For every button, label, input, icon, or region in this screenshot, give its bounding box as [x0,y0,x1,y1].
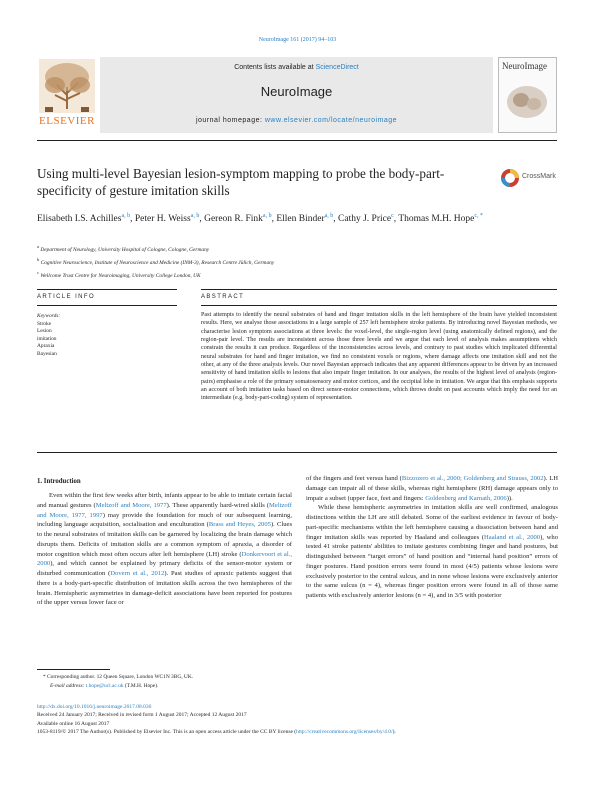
body-text: Even within the first few weeks after birth, infants appear to be able to imitate certain facial and manual gestures ( [37,492,292,509]
crossmark-label: CrossMark [522,173,556,180]
keywords-label: Keywords: [37,313,61,319]
body-text: of the fingers and feet versus hand ( [306,475,402,482]
abstract-bottom-rule [37,452,557,453]
body-text: ). Past studies of apraxic patients suggest that there is a body-part-specific distribution of imitation skills across the two hemispheres of the brain. Hemispheric asymmetries in damage-deficit associations have been reported for postures of the upper versus lower face or [37,570,292,607]
citation-link[interactable]: Meltzoff and Moore, 1977, 1997 [37,501,292,519]
author[interactable]: Elisabeth I.S. Achilles$^{a, b}$, [37,213,135,225]
body-text: While these hemispheric asymmetries in imitation skills are well confirmed, analogous distinctions within the LH are still debated. Some of the earliest evidence in favour of body-part-specific mechanisms within the left hemisphere causing a dissociation between hand and finger imitation skills was reported by Haaland and colleagues ( [306,504,558,541]
elsevier-wordmark: ELSEVIER [39,115,95,127]
journal-title: NeuroImage [260,84,333,99]
abstract-rule [201,289,557,290]
body-text: ). LH damage can impair all of these skills, whereas right hemisphere (RH) damage appears only to impair a subset (upper face, feet and fingers: [306,475,558,502]
keyword: Apraxia [37,343,55,350]
contents-line: Contents lists available at ScienceDirect [234,64,359,71]
doi-link[interactable]: http://dx.doi.org/10.1016/j.neuroimage.2017.08.036 [37,704,152,710]
body-text: ), and which cannot be explained by primary deficits of the sensor-motor system or disturbed communication ( [37,560,292,577]
intro-column-left [37,491,292,608]
intro-column-right [306,474,558,601]
body-paragraph [306,474,558,503]
author[interactable]: Ellen Binder$^{a, b}$, [276,213,339,225]
citation-link[interactable]: Dovern et al., 2012 [110,570,165,577]
footnote [37,673,337,691]
email-link[interactable]: t.hope@ucl.ac.uk [85,682,124,689]
citation-link[interactable]: Goldenberg and Karnath, 2006 [425,494,507,502]
citation-link[interactable]: Donkervoort et al., 2000 [37,550,292,568]
article-title: Using multi-level Bayesian lesion-symptom mapping to probe the body-part-specificity of gesture imitation skills [37,166,445,198]
section-heading-introduction: 1. Introduction [37,478,81,485]
brain-image-icon [499,78,556,128]
journal-reference[interactable]: NeuroImage 161 (2017) 94–103 [258,37,337,43]
body-text: ). Clues to the neural substrates of imitation skills can be garnered by localizing the brain damage which disrupts them. Deficits of imitation skills are a common symptom of apraxia, a disorder of motor cognition which most often occurs after left hemisphere (LH) stroke ( [37,521,293,558]
journal-homepage: journal homepage: www.elsevier.com/locate/neuroimage [195,117,398,124]
keywords-block [37,313,177,359]
journal-cover-thumbnail [498,57,557,133]
body-text: ) may provide the foundation for much of our subsequent learning, including language acquisition, socialisation and enculturation ( [37,511,292,529]
abstract-text: Past attempts to identify the neural substrates of hand and finger imitation skills in the left hemisphere of the brain have yielded inconsistent results. Here, we analyse those associations in a large sample of 257 left hemisphere stroke patients. By introducing novel Bayesian methods, we characterise lesion symptom associations at three levels: the voxel-level, the single-region level (using anatomically defined regions), and the region-pair level. The results are inconsistent across those three levels and we argue that each level of analysis makes assumptions which constrain the results it can produce. Regardless of the inconsistencies across levels, and contrary to past studies which implicated differential neural substrates for hand and finger imitation, we find no consistent voxels or regions, where damage affects one imitation skill and not the other, at any of the three analysis levels. Our novel Bayesian approach indicates that any apparent differences appear to be driven by an increased sensitivity of hand imitation skills to lesions that also impair finger imitation. In our analyses, the results of the highest level of analysis (region-pairs) emphasise a role of the primary somatosensory and motor cortices, and the occipital lobe in imitation. We argue that this emphasis supports an account of both imitation tasks based on direct sensor-motor connections, which throws doubt on past accounts which imply the need for an intermediate (e.g. body-part-coding) system of representation. [201,312,557,402]
keyword: imitation [37,335,57,342]
abstract-rule [201,305,557,306]
affiliation: $^c$ Wellcome Trust Centre for Neuroimaging, University College London, UK [37,269,201,279]
affiliations [37,242,557,280]
body-paragraph [37,491,292,608]
author[interactable]: Thomas M.H. Hope$^{c, *}$ [398,213,484,225]
elsevier-logo [37,57,97,131]
cover-title: NeuroImage [502,61,547,71]
footnote-rule [37,669,110,670]
body-text: ). These apparently hard-wired skills ( [166,501,270,509]
body-text: ), who tested 41 stroke patients' abilities to imitate gestures combining finger and hand postures, but distinguished between “target errors” of hand position and “internal hand position” errors of finger postures. Hand position errors were found in most (4/5) patients whose lesions were exclusively posterior to the central sulcus, and in none whose lesions were exclusively anterior to the same sulcus (n = 4), whereas finger position errors were found in all of those same patients with exclusively anterior lesions (n = 4), and in 3/5 with posterior [306,533,559,599]
received-dates: Received 24 January 2017; Received in revised form 1 August 2017; Accepted 12 August 2017 [37,712,247,719]
license-note: 1053-8119/© 2017 The Author(s). Published by Elsevier Inc. This is an open access article under the CC BY license (http://creativecommons.org/licenses/by/4.0/). [37,729,396,736]
body-paragraph [306,503,558,601]
author[interactable]: Peter H. Weiss$^{a, b}$, [134,213,205,225]
affiliation: $^a$ Department of Neurology, University Hospital of Cologne, Cologne, Germany [37,244,210,253]
available-online: Available online 16 August 2017 [37,720,110,727]
license-link[interactable]: http://creativecommons.org/licenses/by/4.0/ [296,729,393,736]
body-text: )). [506,494,513,502]
abstract-heading: ABSTRACT [201,294,245,300]
corresponding-author-note: * Corresponding author. 12 Queen Square, London WC1N 3BG, UK. [43,674,194,680]
citation-link[interactable]: Brass and Heyes, 2005 [208,521,271,529]
author-list [37,210,557,226]
keyword: Bayesian [37,350,57,357]
article-info-rule [37,289,177,290]
crossmark-badge[interactable] [500,167,560,189]
crossmark-icon [500,168,520,188]
author[interactable]: Gereon R. Fink$^{a, b}$, [204,213,277,225]
article-info-heading: ARTICLE INFO [37,294,96,300]
article-info-rule [37,305,177,306]
affiliation: $^b$ Cognitive Neuroscience, Institute of Neuroscience and Medicine (INM-3), Research Centre Jülich, Germany [37,256,275,266]
sciencedirect-link[interactable]: ScienceDirect [315,64,359,71]
citation-link[interactable]: Bizzozero et al., 2000; Goldenberg and Strauss, 2002 [401,475,544,482]
keyword: Stroke [37,320,52,327]
citation-link[interactable]: Haaland et al., 2000 [484,533,541,541]
publication-info [37,703,557,737]
email-note: E-mail address: t.hope@ucl.ac.uk (T.M.H. Hope). [50,682,159,689]
header-rule [37,140,557,141]
homepage-link[interactable]: www.elsevier.com/locate/neuroimage [264,117,398,124]
citation-link[interactable]: Meltzoff and Moore, 1977 [95,501,167,509]
author[interactable]: Cathy J. Price$^c$, [338,213,399,225]
keyword: Lesion [37,328,52,335]
